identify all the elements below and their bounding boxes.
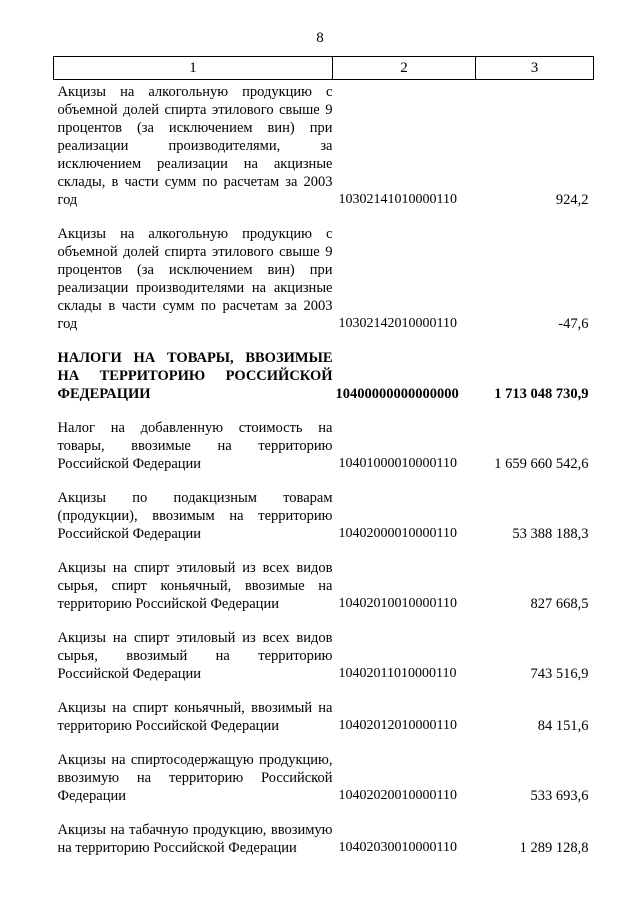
row-name: Акцизы по подакцизным товарам (продукции), ввозимым на территорию Российской Федерации — [57, 490, 333, 542]
row-amount: 743 516,9 — [530, 666, 589, 682]
row-code: 10402011010000110 — [338, 666, 457, 681]
row-name: Акцизы на спирт этиловый из всех видов сырья, спирт коньячный, ввозимые на территорию Российской Федерации — [57, 560, 333, 612]
row-code: 10302142010000110 — [338, 316, 457, 331]
row-amount: 1 289 128,8 — [519, 840, 589, 856]
row-name: НАЛОГИ НА ТОВАРЫ, ВВОЗИМЫЕ НА ТЕРРИТОРИЮ РОССИЙСКОЙ ФЕДЕРАЦИИ — [57, 350, 333, 402]
column-header-code: 2 — [333, 57, 476, 80]
row-amount: -47,6 — [558, 316, 589, 332]
table-row — [54, 751, 594, 821]
row-name: Налог на добавленную стоимость на товары, ввозимые на территорию Российской Федерации — [57, 420, 333, 472]
table-row — [54, 225, 594, 349]
table-row-section-total — [54, 349, 594, 419]
row-code: 10400000000000000 — [335, 386, 459, 402]
column-header-name: 1 — [54, 57, 333, 80]
row-amount: 924,2 — [555, 192, 589, 208]
table-row — [54, 559, 594, 629]
row-code: 10402000010000110 — [338, 526, 457, 541]
row-code: 10402010010000110 — [338, 596, 457, 611]
table-body — [54, 80, 594, 874]
row-code: 10402020010000110 — [338, 788, 457, 803]
row-code: 10402012010000110 — [338, 718, 457, 733]
row-name: Акцизы на алкогольную продукцию с объемной долей спирта этилового свыше 9 процентов (за исключением вин) при реализации производителями, за исключением реализации на акцизные склады, в части сумм по расчетам за 2003 год — [57, 84, 333, 208]
budget-table — [53, 56, 594, 873]
row-amount: 1 713 048 730,9 — [494, 386, 589, 402]
row-name: Акцизы на спиртосодержащую продукцию, ввозимую на территорию Российской Федерации — [57, 752, 333, 804]
row-amount: 84 151,6 — [537, 718, 589, 734]
table-row — [54, 629, 594, 699]
table-row — [54, 699, 594, 751]
table-row — [54, 80, 594, 226]
table-row — [54, 419, 594, 489]
row-name: Акцизы на спирт коньячный, ввозимый на территорию Российской Федерации — [57, 700, 333, 734]
row-name: Акцизы на табачную продукцию, ввозимую на территорию Российской Федерации — [57, 822, 333, 856]
row-code: 10302141010000110 — [338, 192, 457, 207]
row-amount: 533 693,6 — [530, 788, 589, 804]
row-amount: 827 668,5 — [530, 596, 589, 612]
column-header-amount: 3 — [476, 57, 594, 80]
row-amount: 1 659 660 542,6 — [494, 456, 589, 472]
page-number: 8 — [316, 30, 324, 46]
row-amount: 53 388 188,3 — [512, 526, 589, 542]
row-code: 10402030010000110 — [338, 840, 457, 855]
row-name: Акцизы на алкогольную продукцию с объемной долей спирта этилового свыше 9 процентов (за исключением вин) при реализации производителями на акцизные склады в части сумм по расчетам за 2003 год — [57, 226, 333, 332]
row-code: 10401000010000110 — [338, 456, 457, 471]
row-name: Акцизы на спирт этиловый из всех видов сырья, ввозимый на территорию Российской Федерации — [57, 630, 333, 682]
table-row — [54, 489, 594, 559]
table-header-row — [54, 57, 594, 80]
table-row — [54, 821, 594, 873]
